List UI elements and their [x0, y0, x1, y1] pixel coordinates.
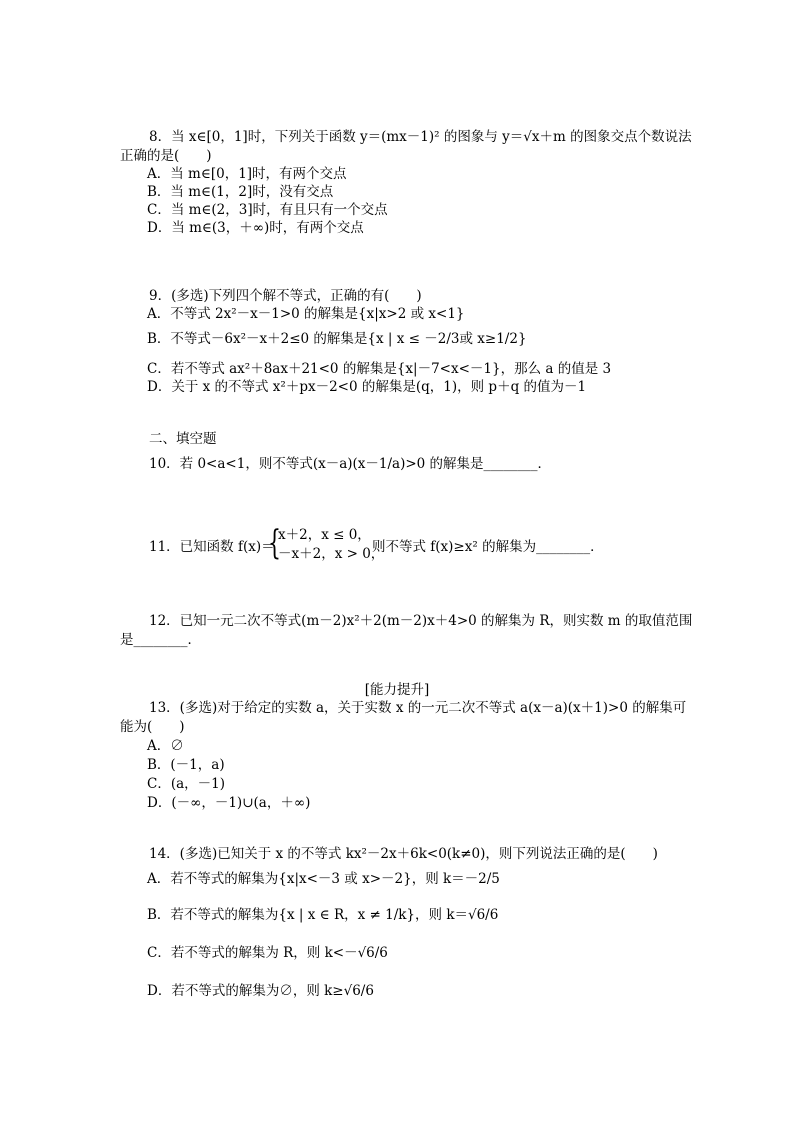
q13-option-c: C．(a，－1) — [147, 776, 226, 792]
q8-stem-line2: 正确的是( ) — [120, 148, 212, 164]
q14-option-c: C．若不等式的解集为 R，则 k<－√6/6 — [147, 945, 388, 961]
q14-stem: 14．(多选)已知关于 x 的不等式 kx²－2x＋6k<0(k≠0)，则下列说法正确的是( ) — [149, 846, 658, 862]
section-ability-heading: [能力提升] — [364, 682, 430, 698]
q10: 10．若 0<a<1，则不等式(x－a)(x－1/a)>0 的解集是________． — [149, 456, 552, 472]
q14-option-d: D．若不等式的解集为∅，则 k≥√6/6 — [147, 983, 374, 999]
q14-option-a: A．若不等式的解集为{x|x<－3 或 x>－2}，则 k＝－2/5 — [147, 871, 500, 887]
q8-option-a: A．当 m∈[0，1]时，有两个交点 — [147, 166, 347, 182]
q9-option-d: D．关于 x 的不等式 x²＋px－2<0 的解集是(q，1)，则 p＋q 的值为－1 — [147, 379, 587, 395]
q11-piecewise — [268, 523, 385, 564]
q14-option-b: B．若不等式的解集为{x | x ∈ R，x ≠ 1/k}，则 k＝√6/6 — [147, 907, 499, 923]
q11-suffix: 则不等式 f(x)≥x² 的解集为________． — [372, 539, 604, 555]
q12-line2: 是________． — [120, 632, 201, 648]
q8-option-b: B．当 m∈(1，2]时，没有交点 — [147, 184, 334, 200]
q9-option-c: C．若不等式 ax²＋8ax＋21<0 的解集是{x|－7<x<－1}，那么 a 的值是 3 — [147, 361, 612, 377]
q12-line1: 12．已知一元二次不等式(m－2)x²＋2(m－2)x＋4>0 的解集为 R，则实数 m 的取值范围 — [149, 613, 693, 629]
q9-stem: 9．(多选)下列四个解不等式，正确的有( ) — [149, 288, 422, 304]
q9-option-a: A．不等式 2x²－x－1>0 的解集是{x|x>2 或 x<1} — [147, 306, 465, 322]
section-fill-heading: 二、填空题 — [149, 431, 217, 447]
q13-stem-line1: 13．(多选)对于给定的实数 a，关于实数 x 的一元二次不等式 a(x－a)(x＋1)>0 的解集可 — [149, 700, 687, 716]
q13-option-d: D．(－∞，－1)∪(a，＋∞) — [147, 795, 311, 811]
q13-option-b: B．(－1，a) — [147, 757, 225, 773]
q8-option-c: C．当 m∈(2，3]时，有且只有一个交点 — [147, 202, 388, 218]
q11-case1: x＋2，x ≤ 0， — [278, 527, 371, 543]
q8-stem-line1: 8．当 x∈[0，1]时，下列关于函数 y＝(mx－1)² 的图象与 y＝√x＋m 的图象交点个数说法 — [149, 129, 692, 145]
q11-prefix: 11．已知函数 f(x)＝ — [149, 539, 275, 555]
q8-option-d: D．当 m∈(3，＋∞)时，有两个交点 — [147, 220, 364, 236]
q11-brace: { — [268, 523, 281, 563]
q13-stem-line2: 能为( ) — [120, 719, 185, 735]
q11-case2: －x＋2，x > 0， — [278, 546, 385, 562]
q13-option-a: A．∅ — [147, 738, 184, 754]
q9-option-b: B．不等式－6x²－x＋2≤0 的解集是{x | x ≤ －2/3或 x≥1/2} — [147, 331, 527, 347]
